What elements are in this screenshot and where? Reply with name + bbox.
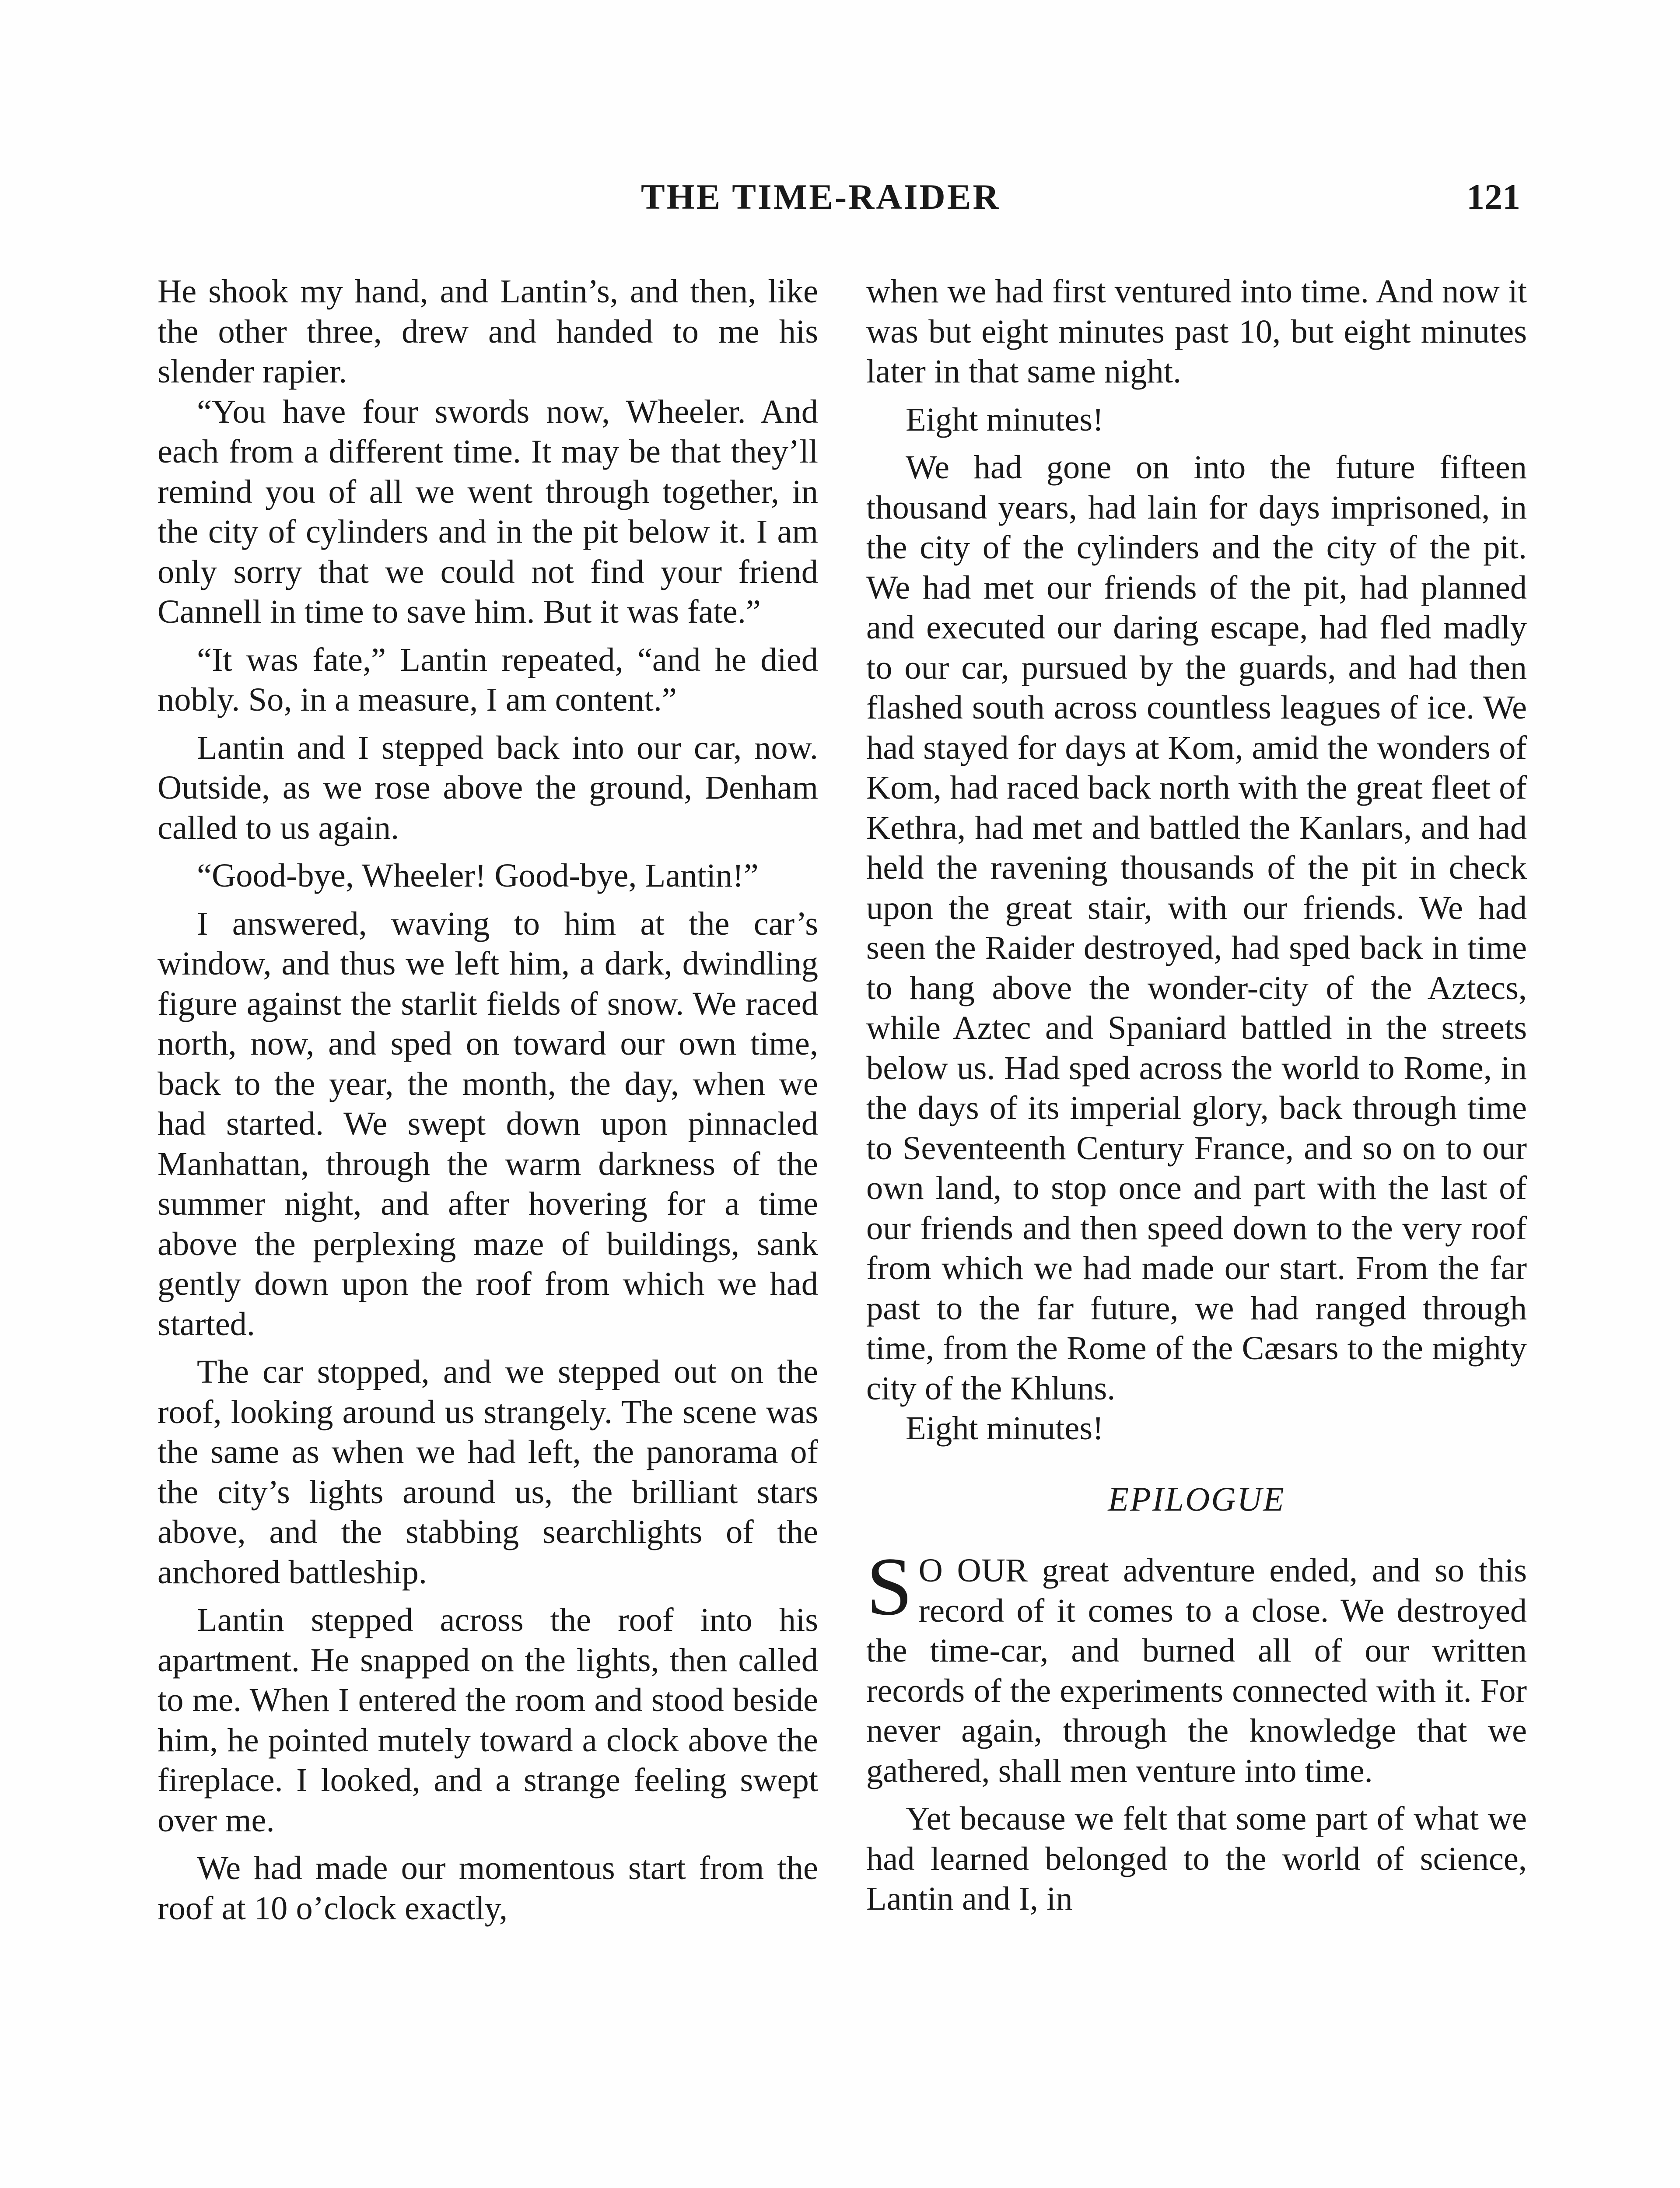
epilogue-paragraph xyxy=(866,1541,1527,1791)
right-column xyxy=(866,271,1527,1919)
paragraph: I answered, waving to him at the car’s window, and thus we left him, a dark, dwindling figure against the starlit fields of snow. We raced north, now, and sped on toward our own time, back to the year, the month, the day, when we had started. We swept down upon pinnacled Manhattan, through the warm darkness of the summer night, and after hovering for a time above the perplexing maze of buildings, sank gently down upon the roof from which we had started. xyxy=(158,905,818,1343)
epilogue-paragraph-text: O OUR great adventure ended, and so this record of it comes to a close. We destroyed the time-car, and burned all of our written records of the experiments connected with it. For never again, through the knowledge that we gathered, shall men venture into time. xyxy=(866,1552,1527,1789)
paragraph: The car stopped, and we stepped out on the roof, looking around us strangely. The scene was the same as when we had left, the panorama of the city’s lights around us, the brilliant stars above, and the stabbing searchlights of the anchored battleship. xyxy=(158,1353,818,1591)
running-header xyxy=(0,173,1680,221)
paragraph: We had gone on into the future fifteen thousand years, had lain for days imprisoned, in the city of the cylinders and the city of the pit. We had met our friends of the pit, had planned and executed our daring escape, had fled madly to our car, pursued by the guards, and had then flashed south across countless leagues of ice. We had stayed for days at Kom, amid the wonders of Kom, had raced back north with the great fleet of Kethra, had met and battled the Kanlars, and had held the ravening thousands of the pit in check upon the great stair, with our friends. We had seen the Raider destroyed, had sped back in time to hang above the wonder-city of the Aztecs, while Aztec and Spaniard battled in the streets below us. Had sped across the world to Rome, in the days of its imperial glory, back through time to Seventeenth Century France, and so on to our own land, to stop once and part with the last of our friends and then speed down to the very roof from which we had made our start. From the far past to the far future, we had ranged through time, from the Rome of the Cæsars to the mighty city of the Khluns. xyxy=(866,449,1527,1407)
paragraph: Lantin stepped across the roof into his apartment. He snapped on the lights, then called to me. When I entered the room and stood beside him, he pointed mutely toward a clock above the fireplace. I looked, and a strange feeling swept over me. xyxy=(158,1601,818,1839)
left-column xyxy=(158,271,818,1928)
paragraph: “Good-bye, Wheeler! Good-bye, Lantin!” xyxy=(197,857,759,894)
paragraph: Yet because we felt that some part of what we had learned belonged to the world of science, Lantin and I, in xyxy=(866,1800,1527,1917)
running-title: THE TIME-RAIDER xyxy=(641,177,1001,217)
paragraph: when we had first ventured into time. And now it was but eight minutes past 10, but eight minutes later in that same night. xyxy=(866,273,1527,390)
paragraph: “You have four swords now, Wheeler. And each from a different time. It may be that they’ll remind you of all we went through together, in the city of cylinders and in the pit below it. I am only sorry that we could not find your friend Cannell in time to save him. But it was fate.” xyxy=(158,393,818,630)
paragraph: He shook my hand, and Lantin’s, and then, like the other three, drew and handed to me his slender rapier. xyxy=(158,273,818,390)
paragraph: “It was fate,” Lantin repeated, “and he died nobly. So, in a measure, I am content.” xyxy=(158,641,818,718)
epilogue-heading: EPILOGUE xyxy=(1108,1480,1285,1518)
paragraph: Lantin and I stepped back into our car, now. Outside, as we rose above the ground, Denham called to us again. xyxy=(158,729,818,846)
page-number: 121 xyxy=(1466,177,1520,217)
paragraph: We had made our momentous start from the roof at 10 o’clock exactly, xyxy=(158,1849,818,1927)
drop-cap: S xyxy=(866,1541,913,1633)
paragraph: Eight minutes! xyxy=(906,1410,1104,1447)
paragraph: Eight minutes! xyxy=(906,400,1104,438)
